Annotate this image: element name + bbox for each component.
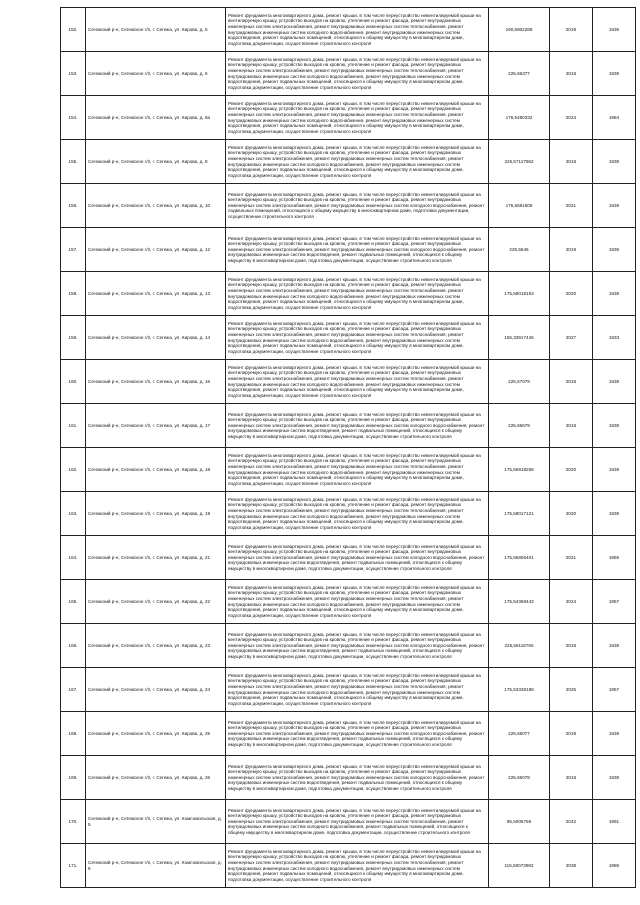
planned-year-cell: 2038 [550,844,593,888]
planned-year-cell: 2018 [550,52,593,96]
cost-cell: 95,5006756 [489,800,550,844]
row-number: 167. [61,668,86,712]
table-row [61,536,636,580]
planned-year-cell: 2020 [550,448,593,492]
row-number: 153. [61,52,86,96]
works-description: Ремонт фундамента многоквартирного дома, ремонт крыши, в том числе переустройство невентилируемой крыши на вентилируемую крышу, устройство выходов на кровлю, утепление и ремонт фасада, ремонт внутридомовых инженерных систем электроснабжения, ремонт внутридомовых инженерных систем теплоснабжения, ремонт внутридомовых инженерных систем холодного водоснабжения, ремонт внутридомовых инженерных систем водоотведения, ремонт подвальных помещений, относящихся к общему имуществу в многоквартирном доме, подготовка документации, осуществление строительного контроля [226,492,489,536]
planned-year-cell: 2024 [550,96,593,140]
planned-year-cell: 2018 [550,360,593,404]
works-description: Ремонт фундамента многоквартирного дома, ремонт крыши, в том числе переустройство невентилируемой крыши на вентилируемую крышу, устройство выходов на кровлю, утепление и ремонт фасада, ремонт внутридомовых инженерных систем электроснабжения, ремонт внутридомовых инженерных систем теплоснабжения, ремонт внутридомовых инженерных систем холодного водоснабжения, ремонт внутридомовых инженерных систем водоотведения, ремонт подвальных помещений, относящихся к общему имуществу в многоквартирном доме, подготовка документации, осуществление строительного контроля [226,844,489,888]
table-row [61,272,636,316]
address-cell: Сегежский р-н, Сегежское г/п, г. Сегежа, ул. Кирова, д. 6 [86,52,226,96]
address-cell: Сегежский р-н, Сегежское г/п, г. Сегежа, ул. Кирова, д. 18 [86,448,226,492]
works-description: Ремонт фундамента многоквартирного дома, ремонт крыши, в том числе переустройство невентилируемой крыши на вентилируемую крышу, устройство выходов на кровлю, утепление и ремонт фасада, ремонт внутридомовых инженерных систем электроснабжения, ремонт внутридомовых инженерных систем холодного водоснабжения, ремонт внутридомовых инженерных систем водоотведения, ремонт подвальных помещений, относящихся к общему имуществу в многоквартирном доме, подготовка документации, осуществление строительного контроля [226,624,489,668]
planned-year-cell: 2020 [550,272,593,316]
address-cell: Сегежский р-н, Сегежское г/п, г. Сегежа, ул. Кирова, д. 26 [86,756,226,800]
cost-cell: 225,56116765 [489,624,550,668]
cost-cell: 115,50073982 [489,844,550,888]
address-cell: Сегежский р-н, Сегежское г/п, г. Сегежа, ул. Кирова, д. 17 [86,404,226,448]
cost-cell: 175,53338188 [489,668,550,712]
works-description: Ремонт фундамента многоквартирного дома, ремонт крыши, в том числе переустройство невентилируемой крыши на вентилируемую крышу, устройство выходов на кровлю, утепление и ремонт фасада, ремонт внутридомовых инженерных систем электроснабжения, ремонт внутридомовых инженерных систем холодного водоснабжения, ремонт внутридомовых инженерных систем водоотведения, ремонт подвальных помещений, относящихся к общему имуществу в многоквартирном доме, подготовка документации, осуществление строительного контроля [226,712,489,756]
row-number: 156. [61,184,86,228]
address-cell: Сегежский р-н, Сегежское г/п, г. Сегежа, ул. Кирова, д. 12 [86,228,226,272]
planned-year-cell: 2042 [550,800,593,844]
address-cell: Сегежский р-н, Сегежское г/п, г. Сегежа, ул. Кирова, д. 23 [86,624,226,668]
planned-year-cell: 2024 [550,580,593,624]
row-number: 164. [61,536,86,580]
address-cell: Сегежский р-н, Сегежское г/п, г. Сегежа, ул. Кирова, д. 22 [86,580,226,624]
cost-cell: 175,55806401 [489,536,550,580]
works-description: Ремонт фундамента многоквартирного дома, ремонт крыши, в том числе переустройство невентилируемой крыши на вентилируемую крышу, устройство выходов на кровлю, утепление и ремонт фасада, ремонт внутридомовых инженерных систем электроснабжения, ремонт внутридомовых инженерных систем теплоснабжения, ремонт внутридомовых инженерных систем холодного водоснабжения, ремонт подвальных помещений, относящихся к общему имуществу в многоквартирном доме, подготовка документации, осуществление строительного контроля [226,800,489,844]
works-description: Ремонт фундамента многоквартирного дома, ремонт крыши, в том числе переустройство невентилируемой крыши на вентилируемую крышу, устройство выходов на кровлю, утепление и ремонт фасада, ремонт внутридомовых инженерных систем электроснабжения, ремонт внутридомовых инженерных систем теплоснабжения, ремонт внутридомовых инженерных систем холодного водоснабжения, ремонт внутридомовых инженерных систем водоотведения, ремонт подвальных помещений, относящихся к общему имуществу в многоквартирном доме, подготовка документации, осуществление строительного контроля [226,316,489,360]
build-year-cell: 1938 [593,404,636,448]
build-year-cell: 1986 [593,844,636,888]
row-number: 154. [61,96,86,140]
table-row [61,492,636,536]
planned-year-cell: 2018 [550,624,593,668]
planned-year-cell: 2025 [550,668,593,712]
planned-year-cell: 2018 [550,404,593,448]
cost-cell: 190,5802268 [489,8,550,52]
build-year-cell: 1984 [593,96,636,140]
planned-year-cell: 2020 [550,492,593,536]
row-number: 169. [61,756,86,800]
address-cell: Сегежский р-н, Сегежское г/п, г. Сегежа, ул. Кирова, д. 16 [86,360,226,404]
works-description: Ремонт фундамента многоквартирного дома, ремонт крыши, в том числе переустройство невентилируемой крыши на вентилируемую крышу, устройство выходов на кровлю, утепление и ремонт фасада, ремонт внутридомовых инженерных систем электроснабжения, ремонт внутридомовых инженерных систем теплоснабжения, ремонт внутридомовых инженерных систем холодного водоснабжения, ремонт внутридомовых инженерных систем водоотведения, ремонт подвальных помещений, относящихся к общему имуществу в многоквартирном доме, подготовка документации, осуществление строительного контроля [226,8,489,52]
cost-cell: 225,56377 [489,52,550,96]
table-row [61,8,636,52]
repair-register-table [60,7,636,888]
table-body [61,8,636,888]
cost-cell: 175,54369443 [489,580,550,624]
works-description: Ремонт фундамента многоквартирного дома, ремонт крыши, в том числе переустройство невентилируемой крыши на вентилируемую крышу, устройство выходов на кровлю, утепление и ремонт фасада, ремонт внутридомовых инженерных систем электроснабжения, ремонт внутридомовых инженерных систем теплоснабжения, ремонт внутридомовых инженерных систем холодного водоснабжения, ремонт внутридомовых инженерных систем водоотведения, ремонт подвальных помещений, относящихся к общему имуществу в многоквартирном доме, подготовка документации, осуществление строительного контроля [226,360,489,404]
table-row [61,316,636,360]
build-year-cell: 1936 [593,228,636,272]
cost-cell: 175,58017121 [489,492,550,536]
address-cell: Сегежский р-н, Сегежское г/п, г. Сегежа, ул. Кирова, д. 8 [86,140,226,184]
planned-year-cell: 2019 [550,228,593,272]
build-year-cell: 1939 [593,492,636,536]
build-year-cell: 1955 [593,536,636,580]
row-number: 155. [61,140,86,184]
works-description: Ремонт фундамента многоквартирного дома, ремонт крыши, в том числе переустройство невентилируемой крыши на вентилируемую крышу, устройство выходов на кровлю, утепление и ремонт фасада, ремонт внутридомовых инженерных систем электроснабжения, ремонт внутридомовых инженерных систем холодного водоснабжения, ремонт внутридомовых инженерных систем водоотведения, ремонт подвальных помещений, относящихся к общему имуществу в многоквартирном доме, подготовка документации, осуществление строительного контроля [226,228,489,272]
works-description: Ремонт фундамента многоквартирного дома, ремонт крыши, в том числе переустройство невентилируемой крыши на вентилируемую крышу, устройство выходов на кровлю, утепление и ремонт фасада, ремонт внутридомовых инженерных систем электроснабжения, ремонт внутридомовых инженерных систем холодного водоснабжения, ремонт внутридомовых инженерных систем водоотведения, ремонт подвальных помещений, относящихся к общему имуществу в многоквартирном доме, подготовка документации, осуществление строительного контроля [226,404,489,448]
works-description: Ремонт фундамента многоквартирного дома, ремонт крыши, в том числе переустройство невентилируемой крыши на вентилируемую крышу, устройство выходов на кровлю, утепление и ремонт фасада, ремонт внутридомовых инженерных систем электроснабжения, ремонт внутридомовых инженерных систем холодного водоснабжения, ремонт подвальных помещений, относящихся к общему имуществу в многоквартирном доме, подготовка документации, осуществление строительного контроля [226,184,489,228]
build-year-cell: 1957 [593,580,636,624]
works-description: Ремонт фундамента многоквартирного дома, ремонт крыши, в том числе переустройство невентилируемой крыши на вентилируемую крышу, устройство выходов на кровлю, утепление и ремонт фасада, ремонт внутридомовых инженерных систем электроснабжения, ремонт внутридомовых инженерных систем теплоснабжения, ремонт внутридомовых инженерных систем холодного водоснабжения, ремонт внутридомовых инженерных систем водоотведения, ремонт подвальных помещений, относящихся к общему имуществу в многоквартирном доме, подготовка документации, осуществление строительного контроля [226,272,489,316]
works-description: Ремонт фундамента многоквартирного дома, ремонт крыши, в том числе переустройство невентилируемой крыши на вентилируемую крышу, устройство выходов на кровлю, утепление и ремонт фасада, ремонт внутридомовых инженерных систем электроснабжения, ремонт внутридомовых инженерных систем холодного водоснабжения, ремонт внутридомовых инженерных систем водоотведения, ремонт подвальных помещений, относящихся к общему имуществу в многоквартирном доме, подготовка документации, осуществление строительного контроля [226,536,489,580]
cost-cell: 175,58018153 [489,272,550,316]
planned-year-cell: 2021 [550,536,593,580]
cost-cell: 225,5646 [489,228,550,272]
cost-cell: 225,56077 [489,712,550,756]
table-row [61,624,636,668]
planned-year-cell: 2027 [550,316,593,360]
cost-cell: 225,57079 [489,360,550,404]
planned-year-cell: 2019 [550,8,593,52]
planned-year-cell: 2019 [550,712,593,756]
address-cell: Сегежский р-н, Сегежское г/п, г. Сегежа, ул. Кирова, д. 19 [86,492,226,536]
table-row [61,756,636,800]
row-number: 157. [61,228,86,272]
table-row [61,800,636,844]
cost-cell: 155,33917446 [489,316,550,360]
address-cell: Сегежский р-н, Сегежское г/п, г. Сегежа, ул. Кирова, д. 6а [86,96,226,140]
table-row [61,360,636,404]
row-number: 158. [61,272,86,316]
row-number: 162. [61,448,86,492]
table-row [61,580,636,624]
row-number: 165. [61,580,86,624]
row-number: 159. [61,316,86,360]
address-cell: Сегежский р-н, Сегежское г/п, г. Сегежа, ул. Комсомольская, д. 6 [86,844,226,888]
cost-cell: 225,56679 [489,404,550,448]
row-number: 168. [61,712,86,756]
build-year-cell: 1939 [593,712,636,756]
works-description: Ремонт фундамента многоквартирного дома, ремонт крыши, в том числе переустройство невентилируемой крыши на вентилируемую крышу, устройство выходов на кровлю, утепление и ремонт фасада, ремонт внутридомовых инженерных систем электроснабжения, ремонт внутридомовых инженерных систем теплоснабжения, ремонт внутридомовых инженерных систем холодного водоснабжения, ремонт внутридомовых инженерных систем водоотведения, ремонт подвальных помещений, относящихся к общему имуществу в многоквартирном доме, подготовка документации, осуществление строительного контроля [226,52,489,96]
table-row [61,228,636,272]
cost-cell: 175,5581608 [489,184,550,228]
build-year-cell: 1938 [593,360,636,404]
works-description: Ремонт фундамента многоквартирного дома, ремонт крыши, в том числе переустройство невентилируемой крыши на вентилируемую крышу, устройство выходов на кровлю, утепление и ремонт фасада, ремонт внутридомовых инженерных систем электроснабжения, ремонт внутридомовых инженерных систем теплоснабжения, ремонт внутридомовых инженерных систем холодного водоснабжения, ремонт внутридомовых инженерных систем водоотведения, ремонт подвальных помещений, относящихся к общему имуществу в многоквартирном доме, подготовка документации, осуществление строительного контроля [226,448,489,492]
address-cell: Сегежский р-н, Сегежское г/п, г. Сегежа, ул. Комсомольская, д. 5 [86,800,226,844]
document-page [60,7,621,888]
address-cell: Сегежский р-н, Сегежское г/п, г. Сегежа, ул. Кирова, д. 5 [86,8,226,52]
build-year-cell: 1938 [593,624,636,668]
row-number: 171. [61,844,86,888]
row-number: 160. [61,360,86,404]
address-cell: Сегежский р-н, Сегежское г/п, г. Сегежа, ул. Кирова, д. 25 [86,712,226,756]
build-year-cell: 1957 [593,668,636,712]
cost-cell: 175,55918268 [489,448,550,492]
works-description: Ремонт фундамента многоквартирного дома, ремонт крыши, в том числе переустройство невентилируемой крыши на вентилируемую крышу, устройство выходов на кровлю, утепление и ремонт фасада, ремонт внутридомовых инженерных систем электроснабжения, ремонт внутридомовых инженерных систем холодного водоснабжения, ремонт внутридомовых инженерных систем водоотведения, ремонт подвальных помещений, относящихся к общему имуществу в многоквартирном доме, подготовка документации, осуществление строительного контроля [226,756,489,800]
build-year-cell: 1939 [593,448,636,492]
address-cell: Сегежский р-н, Сегежское г/п, г. Сегежа, ул. Кирова, д. 24 [86,668,226,712]
address-cell: Сегежский р-н, Сегежское г/п, г. Сегежа, ул. Кирова, д. 13 [86,272,226,316]
table-row [61,96,636,140]
table-row [61,448,636,492]
works-description: Ремонт фундамента многоквартирного дома, ремонт крыши, в том числе переустройство невентилируемой крыши на вентилируемую крышу, устройство выходов на кровлю, утепление и ремонт фасада, ремонт внутридомовых инженерных систем электроснабжения, ремонт внутридомовых инженерных систем теплоснабжения, ремонт внутридомовых инженерных систем холодного водоснабжения, ремонт внутридомовых инженерных систем водоотведения, ремонт подвальных помещений, относящихся к общему имуществу в многоквартирном доме, подготовка документации, осуществление строительного контроля [226,668,489,712]
planned-year-cell: 2018 [550,756,593,800]
works-description: Ремонт фундамента многоквартирного дома, ремонт крыши, в том числе переустройство невентилируемой крыши на вентилируемую крышу, устройство выходов на кровлю, утепление и ремонт фасада, ремонт внутридомовых инженерных систем электроснабжения, ремонт внутридомовых инженерных систем теплоснабжения, ремонт внутридомовых инженерных систем холодного водоснабжения, ремонт внутридомовых инженерных систем водоотведения, ремонт подвальных помещений, относящихся к общему имуществу в многоквартирном доме, подготовка документации, осуществление строительного контроля [226,140,489,184]
planned-year-cell: 2018 [550,140,593,184]
table-row [61,184,636,228]
address-cell: Сегежский р-н, Сегежское г/п, г. Сегежа, ул. Кирова, д. 10 [86,184,226,228]
address-cell: Сегежский р-н, Сегежское г/п, г. Сегежа, ул. Кирова, д. 14 [86,316,226,360]
build-year-cell: 1938 [593,756,636,800]
table-row [61,668,636,712]
row-number: 170. [61,800,86,844]
works-description: Ремонт фундамента многоквартирного дома, ремонт крыши, в том числе переустройство невентилируемой крыши на вентилируемую крышу, устройство выходов на кровлю, утепление и ремонт фасада, ремонт внутридомовых инженерных систем электроснабжения, ремонт внутридомовых инженерных систем теплоснабжения, ремонт внутридомовых инженерных систем холодного водоснабжения, ремонт внутридомовых инженерных систем водоотведения, ремонт подвальных помещений, относящихся к общему имуществу в многоквартирном доме, подготовка документации, осуществление строительного контроля [226,580,489,624]
planned-year-cell: 2021 [550,184,593,228]
address-cell: Сегежский р-н, Сегежское г/п, г. Сегежа, ул. Кирова, д. 21 [86,536,226,580]
build-year-cell: 1991 [593,800,636,844]
table-row [61,140,636,184]
row-number: 152. [61,8,86,52]
row-number: 163. [61,492,86,536]
build-year-cell: 1938 [593,140,636,184]
build-year-cell: 1936 [593,8,636,52]
table-row [61,844,636,888]
cost-cell: 175,5480332 [489,96,550,140]
table-row [61,712,636,756]
cost-cell: 225,56078 [489,756,550,800]
build-year-cell: 1939 [593,52,636,96]
table-row [61,404,636,448]
works-description: Ремонт фундамента многоквартирного дома, ремонт крыши, в том числе переустройство невентилируемой крыши на вентилируемую крышу, устройство выходов на кровлю, утепление и ремонт фасада, ремонт внутридомовых инженерных систем электроснабжения, ремонт внутридомовых инженерных систем теплоснабжения, ремонт внутридомовых инженерных систем холодного водоснабжения, ремонт внутридомовых инженерных систем водоотведения, ремонт подвальных помещений, относящихся к общему имуществу в многоквартирном доме, подготовка документации, осуществление строительного контроля [226,96,489,140]
row-number: 166. [61,624,86,668]
cost-cell: 225,57117562 [489,140,550,184]
build-year-cell: 1939 [593,184,636,228]
build-year-cell: 1933 [593,316,636,360]
build-year-cell: 1938 [593,272,636,316]
row-number: 161. [61,404,86,448]
table-row [61,52,636,96]
